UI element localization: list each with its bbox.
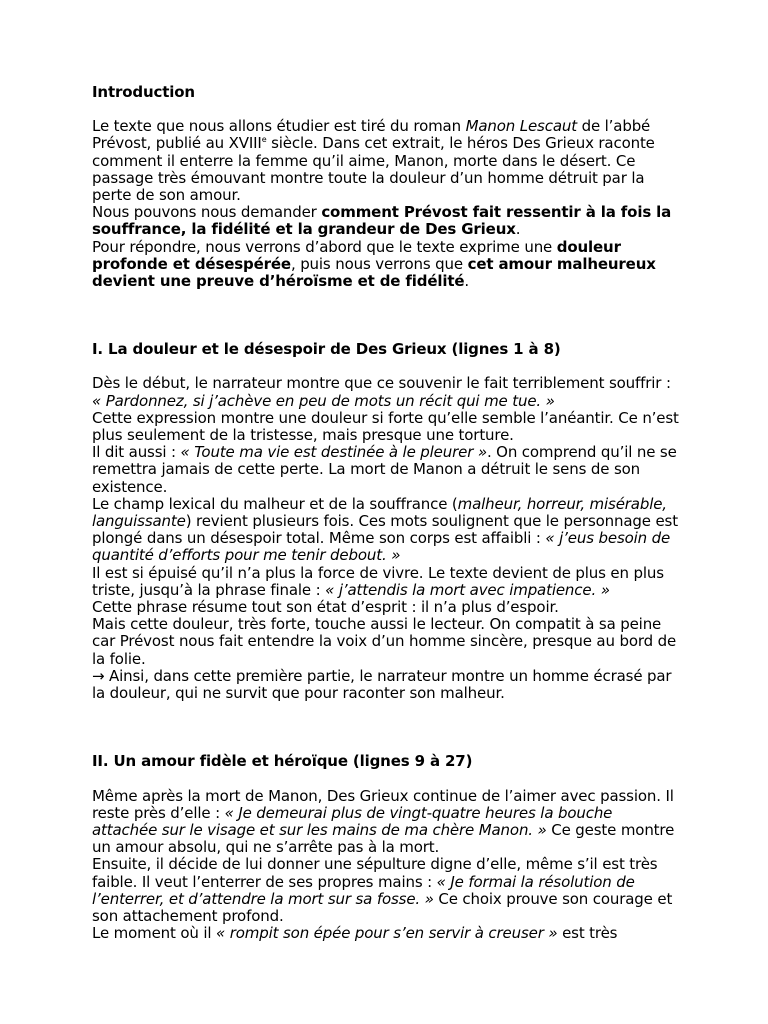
text-run: de l’abbé Prévost, publié au XVIII: [92, 117, 651, 153]
text-run: Cette expression montre une douleur si forte qu’elle semble l’anéantir. Ce n’est plus seulement de la tristesse, mais presque une torture.: [92, 408, 679, 445]
quotation-text: malheur, horreur, misérable, languissante: [92, 494, 667, 531]
body-paragraph: [92, 616, 682, 668]
text-run: → Ainsi, dans cette première partie, le narrateur montre un homme écrasé par la douleur, qui ne survit que pour raconter son malheur.: [92, 666, 672, 703]
introduction-paragraph: [92, 118, 682, 204]
text-run: Mais cette douleur, très forte, touche aussi le lecteur. On compatit à sa peine car Prévost nous fait entendre la voix d’un homme sincère, presque au bord de la folie.: [92, 615, 677, 668]
text-run: Cette phrase résume tout son état d’esprit : il n’a plus d’espoir.: [92, 598, 559, 617]
text-run: Pour répondre, nous verrons d’abord que le texte exprime une: [92, 237, 557, 256]
part2-heading: II. Un amour fidèle et héroïque (lignes 9 à 27): [92, 752, 473, 771]
bold-text: comment Prévost fait ressentir à la fois la souffrance, la fidélité et la grandeur de Des Grieux: [92, 203, 672, 239]
text-run: Ce geste montre un amour absolu, qui ne s’arrête pas à la mort.: [92, 820, 675, 857]
quotation-text: « Je demeurai plus de vingt-quatre heures la bouche attachée sur le visage et sur les mains de ma chère Manon. »: [92, 803, 613, 839]
body-paragraph: [92, 856, 682, 925]
document-page: [92, 84, 682, 942]
quotation-text: « rompit son épée pour s’en servir à creuser »: [216, 924, 558, 943]
quotation-text: « Je formai la résolution de l’enterrer, et d’attendre la mort sur sa fosse. »: [92, 872, 635, 908]
body-paragraph: [92, 444, 682, 496]
text-run: Le moment où il: [92, 924, 217, 943]
text-run: Le texte que nous allons étudier est tiré du roman: [92, 117, 466, 136]
quotation-text: « j’eus besoin de quantité d’efforts pour me tenir debout. »: [92, 529, 671, 565]
body-paragraph: [92, 925, 682, 942]
text-run: . On comprend qu’il ne se remettra jamais de cette perte. La mort de Manon a détruit le sens de son existence.: [92, 443, 677, 496]
superscript-text: e: [261, 135, 267, 145]
text-run: Ce choix prouve son courage et son attachement profond.: [92, 889, 673, 925]
quotation-text: Manon Lescaut: [465, 117, 577, 136]
body-paragraph: [92, 375, 682, 409]
part1-heading: I. La douleur et le désespoir de Des Grieux (lignes 1 à 8): [92, 340, 561, 359]
plan-announcement: [92, 239, 682, 291]
text-run: Nous pouvons nous demander: [92, 203, 322, 222]
bold-text: douleur profonde et désespérée: [92, 237, 621, 273]
text-run: .: [515, 220, 521, 239]
body-paragraph: [92, 668, 682, 702]
part2-body: [92, 788, 682, 943]
body-paragraph: [92, 599, 682, 616]
text-run: Il est si épuisé qu’il n’a plus la force de vivre. Le texte devient de plus en plus triste, jusqu’à la phrase finale :: [92, 563, 664, 599]
quotation-text: « j’attendis la mort avec impatience. »: [325, 580, 610, 599]
text-run: ) revient plusieurs fois. Ces mots soulignent que le personnage est plongé dans un désespoir total. Même son corps est affaibli :: [92, 512, 678, 548]
bold-text: cet amour malheureux devient une preuve d’héroïsme et de fidélité: [92, 254, 656, 291]
body-paragraph: [92, 496, 682, 565]
text-run: Même après la mort de Manon, Des Grieux continue de l’aimer avec passion. Il reste près d’elle :: [92, 786, 674, 822]
quotation-text: « Pardonnez, si j’achève en peu de mots un récit qui me tue. »: [92, 391, 555, 410]
body-paragraph: [92, 565, 682, 599]
text-run: est très: [557, 924, 618, 943]
body-paragraph: [92, 410, 682, 444]
text-run: Dès le début, le narrateur montre que ce souvenir le fait terriblement souffrir :: [92, 374, 671, 393]
text-run: Le champ lexical du malheur et de la souffrance (: [92, 494, 458, 513]
introduction-heading: Introduction: [92, 83, 195, 101]
text-run: , puis nous verrons que: [290, 254, 468, 273]
part1-body: [92, 375, 682, 702]
text-run: Il dit aussi :: [92, 443, 181, 462]
quotation-text: « Toute ma vie est destinée à le pleurer »: [180, 443, 487, 462]
text-run: Ensuite, il décide de lui donner une sépulture digne d’elle, même s’il est très faible. Il veut l’enterrer de ses propres mains :: [92, 855, 658, 891]
text-run: siècle. Dans cet extrait, le héros Des Grieux raconte comment il enterre la femme qu’il aime, Manon, morte dans le désert. Ce passage très émouvant montre toute la douleur d’un homme détruit par la perte de son amour.: [92, 134, 655, 205]
body-paragraph: [92, 788, 682, 857]
problem-statement: [92, 204, 682, 238]
text-run: .: [464, 272, 470, 291]
